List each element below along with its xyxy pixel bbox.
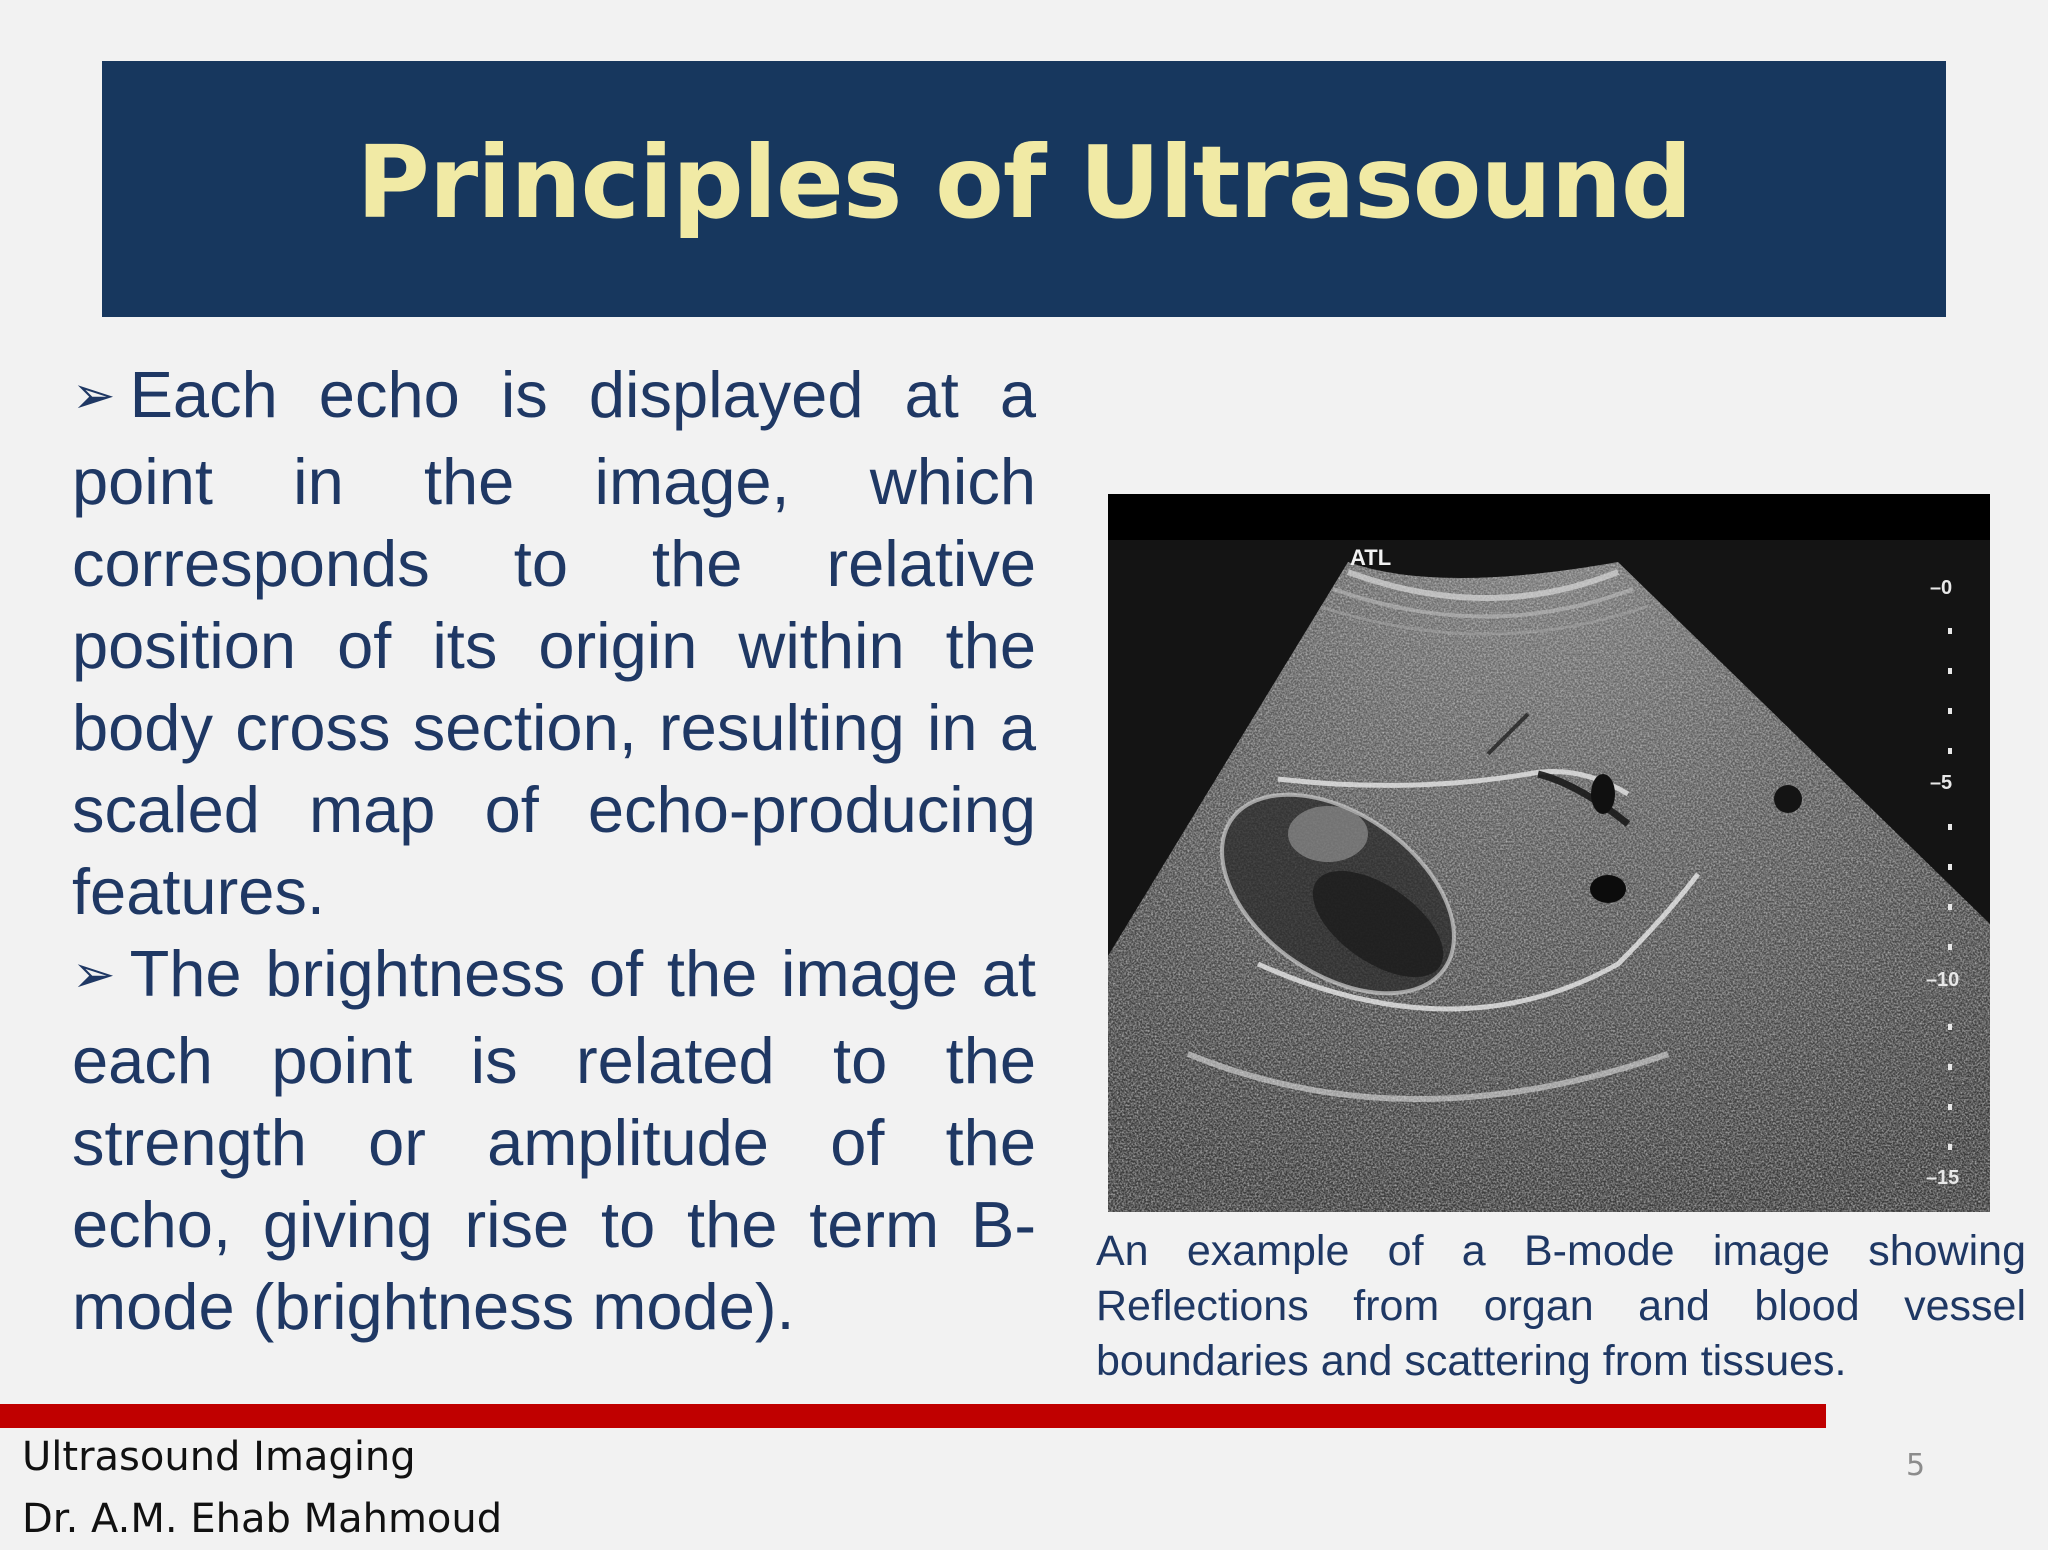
- ultrasound-image: [1108, 494, 1990, 1212]
- bullet-text-1: Each echo is displayed at a point in the image, which corresponds to the relative position of its origin within the body cross section, resulting in a scaled map of echo-producing features.: [72, 358, 1036, 928]
- footer-divider: [0, 1404, 1826, 1428]
- figure-caption: An example of a B-mode image showing Reflections from organ and blood vessel boundaries and scattering from tissues.: [1096, 1227, 2026, 1385]
- bullet-item-2: [72, 933, 1036, 1348]
- arrow-bullet-icon: ➢: [72, 367, 116, 425]
- bullet-text-2: The brightness of the image at each point is related to the strength or amplitude of the echo, giving rise to the term B-mode (brightness mode).: [72, 937, 1036, 1343]
- depth-label-15: 15: [1937, 1167, 1960, 1189]
- footer: [22, 1426, 502, 1550]
- footer-author: Dr. A.M. Ehab Mahmoud: [22, 1496, 503, 1542]
- title-banner: [102, 61, 1946, 317]
- svg-text:–: –: [1926, 969, 1938, 991]
- footer-course: Ultrasound Imaging: [22, 1434, 416, 1480]
- depth-label-5: 5: [1941, 772, 1953, 794]
- scanner-label: ATL: [1350, 545, 1392, 570]
- svg-text:–: –: [1926, 1167, 1938, 1189]
- svg-text:–: –: [1930, 577, 1942, 599]
- bullet-item-1: [72, 354, 1036, 933]
- depth-label-0: 0: [1941, 577, 1953, 599]
- b-mode-scan: [1108, 494, 1990, 1212]
- arrow-bullet-icon: ➢: [72, 946, 116, 1004]
- depth-label-10: 10: [1937, 969, 1960, 991]
- bullet-list: [72, 354, 1036, 1348]
- svg-text:–: –: [1930, 772, 1942, 794]
- slide-title: Principles of Ultrasound: [356, 123, 1692, 241]
- slide-number: 5: [1906, 1448, 1926, 1483]
